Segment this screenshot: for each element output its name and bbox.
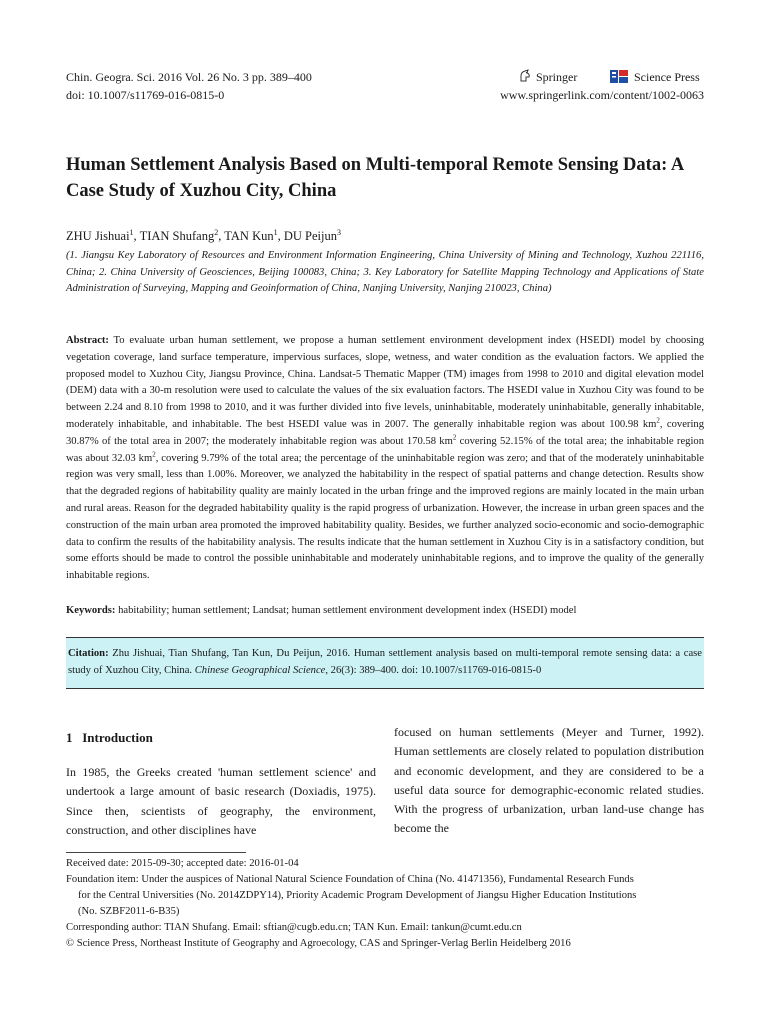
abstract-label: Abstract: bbox=[66, 335, 109, 346]
foundation-item-cont: (No. SZBF2011-6-B35) bbox=[78, 906, 180, 917]
abstract-text: To evaluate urban human settlement, we propose a human settlement environment development index (HSEDI) model by choosing vegetation coverage, land surface temperature, impervious surfaces, slope, wetness, and water condition as the evaluation factors. We applied the proposed model to Xuzhou City, Jiangsu Province, China. Landsat-5 Thematic Mapper (TM) images from 1998 to 2010 and digital elevation model (DEM) data with a 30-m resolution were used to calculate the values of the six evaluation factors. The HSEDI value in Xuzhou City was found to be between 2.24 and 8.10 from 1998 to 2010, and it was further divided into five levels, uninhabitable, moderately uninhabitable, generally inhabitable, moderately inhabitable, and inhabitable. The best HSEDI value was in 2007. The generally inhabitable region was about 100.98 km bbox=[66, 335, 704, 430]
body-column-right: focused on human settlements (Meyer and Turner, 1992). Human settlements are closely related to population distribution and economic development, and they are considered to be a useful data source for demographic-economic related studies. With the progress of urbanization, urban land-use change has become the bbox=[394, 725, 704, 836]
author-name: ZHU Jishuai bbox=[66, 229, 130, 244]
science-press-label: Science Press bbox=[634, 70, 700, 84]
citation-text: Zhu Jishuai, Tian Shufang, Tan Kun, Du Peijun, 2016. Human settlement analysis based on multi-temporal remote sensing data: a case study of Xuzhou City, China. bbox=[68, 648, 702, 676]
affiliations: (1. Jiangsu Key Laboratory of Resources and Environment Information Engineering, China University of Mining and Technology, Xuzhou 221116, China; 2. China University of Geosciences, Beijing 100083, China; 3. Key Laboratory for Satellite Mapping Technology and Applications of State Administration of Surveying, Mapping and Geoinformation of China, Nanjing University, Nanjing 210023, China) bbox=[66, 250, 704, 294]
abstract-sup: 2 bbox=[152, 450, 156, 459]
keywords bbox=[66, 603, 704, 620]
corresponding-author: Corresponding author: TIAN Shufang. Email: sftian@cugb.edu.cn; TAN Kun. Email: tankun@cumt.edu.cn bbox=[66, 922, 522, 933]
foundation-item: Foundation item: Under the auspices of National Natural Science Foundation of China (No. 41471356), Fundamental Research Funds bbox=[66, 874, 634, 885]
abstract-sup: 2 bbox=[452, 433, 457, 442]
springer-brand bbox=[518, 68, 577, 86]
springer-url[interactable]: www.springerlink.com/content/1002-0063 bbox=[500, 88, 704, 102]
springer-label: Springer bbox=[536, 70, 578, 84]
footnotes bbox=[66, 856, 704, 952]
copyright: © Science Press, Northeast Institute of Geography and Agroecology, CAS and Springer-Verlag Berlin Heidelberg 2016 bbox=[66, 938, 571, 949]
author-sep: , bbox=[133, 229, 140, 244]
body-column-left: In 1985, the Greeks created 'human settlement science' and undertook a large amount of basic research (Doxiadis, 1975). Since then, scientists of geography, the environment, construction, and other disciplines have bbox=[66, 765, 376, 837]
abstract-text: , covering 30.87% of the total area in 2007; the moderately inhabitable region was about 170.58 km bbox=[66, 418, 704, 447]
journal-info bbox=[66, 68, 312, 104]
author-affil-sup: 3 bbox=[336, 228, 341, 237]
science-press-logo-icon bbox=[610, 70, 628, 83]
author-affil-sup: 1 bbox=[273, 228, 278, 237]
author-name: TAN Kun bbox=[224, 229, 274, 244]
journal-line: Chin. Geogra. Sci. 2016 Vol. 26 No. 3 pp. 389–400 bbox=[66, 70, 312, 84]
author-list bbox=[66, 225, 341, 244]
author-affil-sup: 2 bbox=[214, 228, 219, 237]
citation-journal: Chinese Geographical Science bbox=[194, 665, 326, 676]
paper-title: Human Settlement Analysis Based on Multi-temporal Remote Sensing Data: A Case Study of Xuzhou City, China bbox=[66, 155, 684, 201]
abstract bbox=[66, 333, 704, 585]
citation-label: Citation: bbox=[68, 648, 109, 659]
keywords-label: Keywords: bbox=[66, 605, 116, 616]
author-affil-sup: 1 bbox=[129, 228, 134, 237]
abstract-sup: 2 bbox=[656, 416, 660, 425]
citation-text: , 26(3): 389–400. doi: 10.1007/s11769-016-0815-0 bbox=[325, 665, 542, 676]
keywords-text: habitability; human settlement; Landsat; human settlement environment development index (HSEDI) model bbox=[115, 605, 577, 616]
author-name: TIAN Shufang bbox=[139, 229, 215, 244]
citation-box bbox=[66, 637, 704, 689]
springer-horse-icon bbox=[518, 69, 532, 83]
abstract-text: , covering 9.79% of the total area; the percentage of the uninhabitable region was zero; and that of the moderately uninhabitable region was very small, less than 1.00%. Moreover, we analyzed the habitability in the respect of spatial patterns and change detection. Results show that the degraded regions of habitability quality are mainly located in the urban fringe and the improved regions are mainly located in the main urban and rural areas. Reason for the degraded habitability quality is the rapid progress of urbanization. However, the increase in urban green spaces and the construction of the main urban area promoted the improved habitability quality. Besides, we further analyzed socio-economic and socio-demographic data to confirm the results of the habitability analysis. The results indicate that the human settlement in Xuzhou City is in a satisfactory condition, but some efforts should be made to control the possible uninhabitable and moderately uninhabitable regions, and to improve the quality of the generally inhabitable regions. bbox=[66, 452, 704, 582]
author-sep: , bbox=[218, 229, 225, 244]
footnote-divider bbox=[66, 852, 246, 853]
science-press-brand bbox=[610, 68, 700, 86]
doi-line: doi: 10.1007/s11769-016-0815-0 bbox=[66, 88, 225, 102]
received-date: Received date: 2015-09-30; accepted date: 2016-01-04 bbox=[66, 858, 299, 869]
section-heading: 1 Introduction bbox=[66, 730, 153, 745]
foundation-item-cont: for the Central Universities (No. 2014ZDPY14), Priority Academic Program Development of Jiangsu Higher Education Institutions bbox=[78, 890, 637, 901]
abstract-text: covering 52.15% of the total area; the inhabitable region was about 32.03 km bbox=[66, 435, 704, 464]
author-sep: , bbox=[277, 229, 284, 244]
author-name: DU Peijun bbox=[283, 229, 337, 244]
